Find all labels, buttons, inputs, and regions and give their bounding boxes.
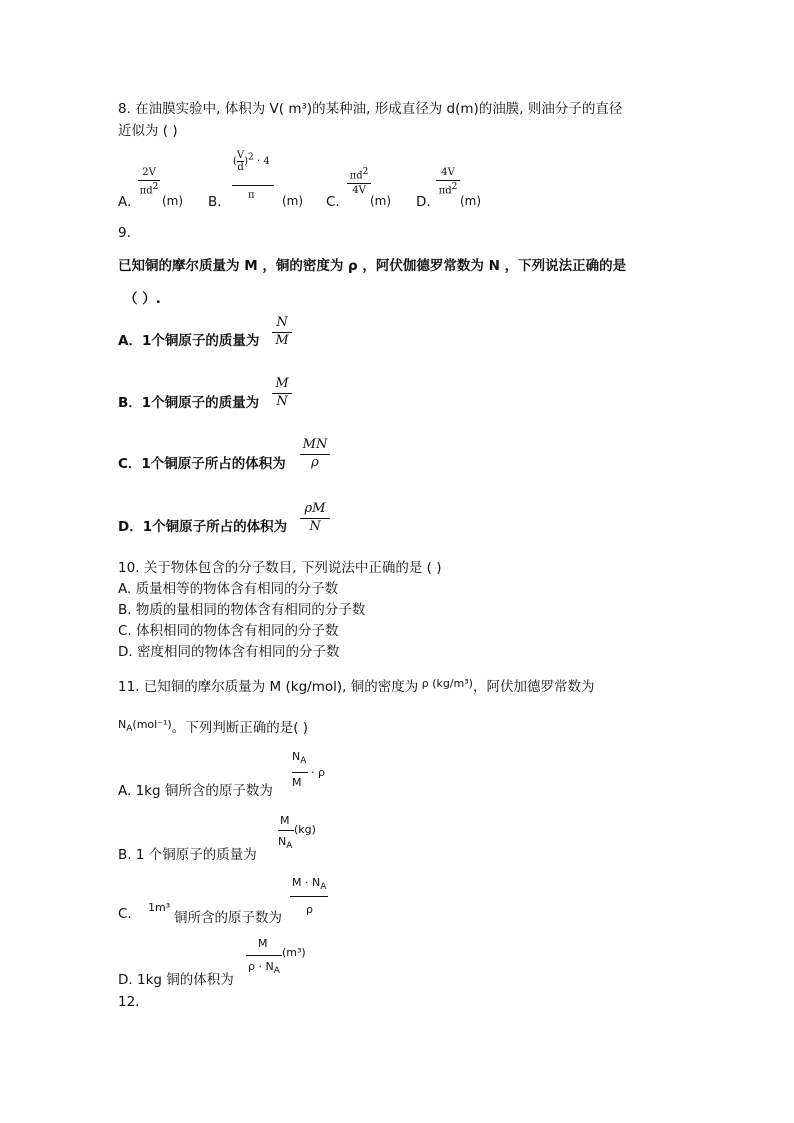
q11-option-c: 铜所含的原子数为 [174,910,282,926]
q8-d-denominator: πd [438,184,452,196]
q9-a-numerator: N [276,315,288,330]
q11-b-fraction-bar [278,830,294,831]
q8-stem-line1: 8. 在油膜实验中, 体积为 V( m³)的某种油, 形成直径为 d(m)的油膜, 则油分子的直径 [118,101,623,117]
q9-c-numerator: MN [302,437,328,452]
q10-option-c: C. 体积相同的物体含有相同的分子数 [118,623,339,639]
q11-c-numerator: $M \cdot N_A$ [292,876,327,893]
q9-option-c: C．1个铜原子所占的体积为 [118,456,286,472]
q9-c-denominator: ρ [311,454,319,470]
q8-option-a-label: A. [118,194,132,210]
q11-a-fraction-bar [292,772,308,773]
q11-option-c-label: C. [118,906,132,922]
q9-option-b: B．1个铜原子的质量为 [118,395,260,411]
q8-a-numerator: 2V [142,167,156,178]
q8-option-c-fraction: $\pi d^2$ 4V [347,167,371,196]
q11-c-volume: 1m³ [148,901,171,914]
q11-d-denominator: $\rho \cdot N_A$ [248,960,280,977]
q10-stem: 10. 关于物体包含的分子数目, 下列说法中正确的是 ( ) [118,560,442,576]
q11-d-fraction-bar [246,955,282,956]
q8-d-numerator: 4V [441,167,455,178]
q8-c-unit: (m) [370,194,392,208]
q8-a-denominator: πd [139,184,153,196]
q11-d-numerator: M [258,937,268,950]
q11-a-tail: · ρ [311,766,325,779]
q8-option-c-label: C. [326,194,340,210]
q9-stem-line2: （ ）. [124,291,161,307]
q11-c-denominator: ρ [306,903,313,916]
q11-option-a: A. 1kg 铜所含的原子数为 [118,783,273,799]
q9-d-numerator: ρM [304,501,326,516]
q8-option-d-fraction: 4V $\pi d^2$ [436,167,460,196]
q11-b-numerator: M [280,814,290,827]
q9-option-a: A．1个铜原子的质量为 [118,333,260,349]
q11-option-b: B. 1 个铜原子的质量为 [118,847,257,863]
q8-a-unit: (m) [162,194,184,208]
q8-option-b-label: B. [208,194,222,210]
q10-option-d: D. 密度相同的物体含有相同的分子数 [118,644,340,660]
q11-a-numerator: $N_A$ [292,750,307,767]
q9-stem-line1: 已知铜的摩尔质量为 M ，铜的密度为 ρ ，阿伏伽德罗常数为 N ，下列说法正确的是 [118,258,627,274]
q9-c-fraction [300,438,330,471]
q11-stem-line2: $^{N_A(mol^{-1})}$。下列判断正确的是( ) [118,718,309,736]
q8-b-unit: (m) [282,194,304,208]
q9-number: 9. [118,225,131,241]
q9-option-d: D．1个铜原子所占的体积为 [118,519,288,535]
q8-d-unit: (m) [460,194,482,208]
q8-b-denominator: π [248,190,255,201]
q10-option-b: B. 物质的量相同的物体含有相同的分子数 [118,602,366,618]
q8-b-numerator: ( $\frac{V}{d}$ )$^2$ · 4 [233,150,270,173]
q11-b-denominator: $N_A$ [278,835,293,852]
q9-d-denominator: N [309,518,321,534]
q10-option-a: A. 质量相等的物体含有相同的分子数 [118,581,339,597]
q11-c-fraction-bar [290,896,328,897]
q9-b-fraction [272,377,292,410]
q8-stem-line2: 近似为 ( ) [118,123,178,139]
q8-c-numerator: πd [349,170,363,182]
q12-number: 12. [118,994,140,1010]
q11-stem-line1: 11. 已知铜的摩尔质量为 M (kg/mol), 铜的密度为 $^\rho$ $^{(kg/m^3)}$，阿伏加德罗常数为 [118,677,595,695]
q9-b-numerator: M [275,376,289,391]
q8-option-d-label: D. [416,194,431,210]
q8-b-fraction-bar [232,185,274,186]
q9-d-fraction [300,502,330,535]
q11-option-d: D. 1kg 铜的体积为 [118,972,234,988]
q11-d-tail: (m³) [282,946,306,959]
q11-b-tail: (kg) [294,823,316,836]
q9-a-fraction [272,316,292,349]
q11-a-denominator: M [292,776,302,789]
q9-a-denominator: M [275,332,289,348]
q8-c-denominator: 4V [352,184,366,196]
q9-b-denominator: N [276,393,288,409]
q8-option-a-fraction: 2V $\pi d^2$ [139,167,159,196]
